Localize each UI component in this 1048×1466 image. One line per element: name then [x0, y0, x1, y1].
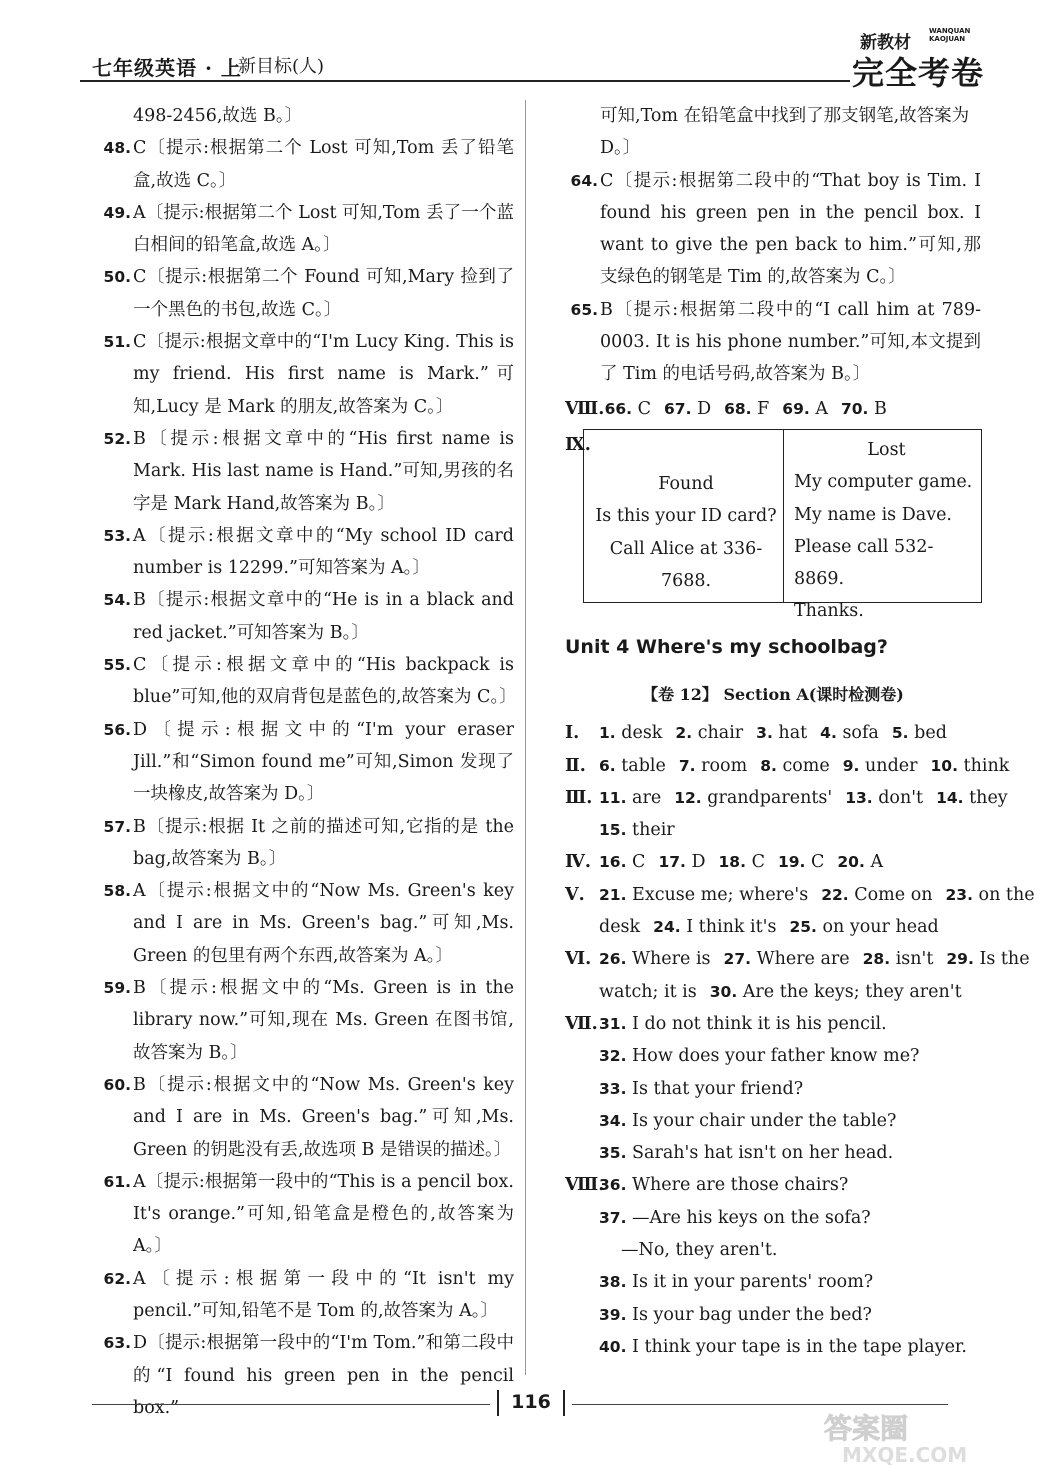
item-answer: on the [978, 884, 1035, 905]
answer-pair [710, 982, 962, 1002]
brand-logo: 完全考卷 [852, 54, 985, 92]
item-answer: bed [914, 723, 947, 744]
item-answer: Where is [632, 949, 711, 970]
item-number: 12. [674, 788, 702, 807]
right-column [565, 100, 1035, 1363]
item-text: B〔提示:根据文中的“Now Ms. Green's key and I are in Ms. Green's bag.”可知,Ms. Green 的钥匙没有丢,故选项 B 是错误的描述。〕 [133, 1074, 514, 1160]
item-number: 48. [103, 139, 131, 158]
answer-item [98, 875, 514, 972]
page-number: 116 [511, 1391, 551, 1413]
answer-item [98, 714, 514, 811]
item-number: 52. [103, 429, 131, 448]
item-number: 7. [678, 756, 696, 775]
item-number: 10. [930, 756, 958, 775]
answer-pair [599, 1143, 893, 1163]
answer-pair [599, 1272, 873, 1292]
answer-item [98, 649, 517, 714]
answer-row [565, 750, 1010, 782]
item-text: A〔提示:根据第一段中的“This is a pencil box. It's orange.”可知,铅笔盒是橙色的,故答案为 A。〕 [133, 1171, 514, 1257]
answer-row [565, 1169, 981, 1201]
item-answer: A [870, 852, 884, 873]
item-number: 57. [103, 817, 131, 836]
answer-pair [599, 1305, 872, 1325]
answer-row [565, 717, 981, 749]
answer-row [565, 814, 981, 846]
left-column [98, 100, 517, 1424]
item-answer: room [701, 755, 748, 776]
answer-row [565, 976, 981, 1008]
answer-pair [599, 1175, 848, 1195]
answer-pair [599, 723, 662, 743]
item-answer: B [874, 398, 887, 419]
answer-pair [837, 852, 883, 872]
footer-bar-right [563, 1390, 565, 1416]
answer-row [565, 1008, 981, 1040]
item-answer: C [637, 398, 652, 419]
item-text: C〔提示:根据第二段中的“That boy is Tim. I found his green pen in the pencil box. I want to give the pen back to him.”可知,那支绿色的钢笔是 Tim 的,故答案为 C。〕 [600, 170, 981, 288]
answer-pair [653, 917, 776, 937]
answer-pair [782, 399, 828, 419]
answer-pair [599, 1079, 803, 1099]
item-number: 21. [599, 885, 627, 904]
item-answer: A [815, 398, 828, 419]
item-text: A〔提示:根据文章中的“My school ID card number is 12299.”可知答案为 A。〕 [133, 525, 514, 579]
answer-pair [931, 756, 1010, 776]
item-answer: Are the keys; they aren't [742, 981, 962, 1002]
answer-row [565, 943, 1030, 975]
item-answer: I think your tape is in the tape player. [632, 1336, 967, 1357]
item-number: 11. [599, 788, 627, 807]
unit-answer-sections [565, 717, 1035, 1363]
column-divider [525, 100, 526, 1375]
item-answer: hat [778, 723, 808, 744]
item-answer: under [865, 755, 918, 776]
item-number: 31. [599, 1014, 627, 1033]
answer-pair [821, 885, 932, 905]
item-number: 35. [599, 1144, 627, 1163]
item-number: 70. [840, 399, 869, 418]
answer-pair [841, 399, 887, 419]
item-text: B〔提示:根据 It 之前的描述可知,它指的是 the bag,故答案为 B。〕 [133, 816, 514, 869]
section-label: Ⅳ. [565, 852, 591, 873]
answer-pair [843, 756, 918, 776]
item-number: 16. [599, 853, 627, 872]
item-answer: Sarah's hat isn't on her head. [632, 1143, 894, 1164]
answer-row [565, 846, 981, 878]
item-number: 55. [103, 656, 131, 675]
answer-item [565, 294, 981, 391]
item-number: 15. [599, 821, 627, 840]
answer-item [98, 584, 514, 649]
unit-title: Unit 4 Where's my schoolbag? [565, 635, 888, 658]
item-text: C〔提示:根据第二个 Lost 可知,Tom 丢了铅笔盒,故选 C。〕 [133, 138, 514, 191]
section-label: Ⅷ. [565, 398, 605, 419]
answer-item [98, 261, 514, 326]
lost-line: Thanks. [794, 601, 864, 622]
item-number: 29. [946, 950, 974, 969]
section-label: Ⅶ. [565, 1013, 598, 1034]
item-answer: don't [878, 787, 924, 808]
answer-pair [679, 756, 747, 776]
answer-row [565, 911, 981, 943]
found-notice [591, 468, 781, 597]
item-number: 26. [599, 950, 627, 969]
answer-pair [946, 885, 1035, 905]
brand-tagline: 新教材 [860, 33, 911, 53]
section-9 [565, 429, 981, 622]
item-answer: F [757, 398, 770, 419]
item-number: 34. [599, 1111, 627, 1130]
section-title: 【卷 12】 Section A(课时检测卷) [642, 684, 904, 704]
answer-pair [724, 949, 850, 969]
section-label: Ⅱ. [565, 755, 586, 776]
answer-pair [599, 1208, 871, 1228]
book-subtitle: 新目标(人) [238, 56, 325, 77]
item-answer: on your head [822, 917, 939, 938]
item-answer: chair [697, 723, 744, 744]
answer-pair [599, 885, 808, 905]
answer-pair [756, 723, 807, 743]
item-number: 59. [103, 979, 131, 998]
item-number: 3. [756, 724, 773, 743]
item-answer: Where are [756, 949, 850, 970]
answer-row [565, 1073, 981, 1105]
answer-pair [599, 852, 645, 872]
watermark-url: MXQE.COM [842, 1443, 968, 1466]
item-number: 60. [103, 1075, 131, 1094]
answer-pair [599, 1111, 896, 1131]
item-answer: C [751, 852, 765, 873]
item-text: B〔提示:根据文章中的“He is in a black and red jacket.”可知答案为 B。〕 [133, 590, 514, 643]
answer-row [565, 879, 1035, 911]
answer-continuation: desk [599, 917, 641, 938]
item-answer: Where are those chairs? [632, 1175, 849, 1196]
answer-pair [778, 852, 824, 872]
answer-row [565, 1331, 981, 1363]
found-heading: Found [658, 473, 714, 494]
answer-pair [599, 1014, 887, 1034]
answer-pair [599, 820, 675, 840]
answer-pair [845, 788, 923, 808]
item-number: 14. [936, 788, 964, 807]
item-text: C〔提示:根据文章中的“I'm Lucy King. This is my friend. His first name is Mark.”可知,Lucy 是 Mark 的朋友,故答案为 C。〕 [133, 332, 514, 417]
item-answer: Excuse me; where's [632, 884, 809, 905]
answer-item [98, 132, 514, 197]
answer-pair [675, 723, 743, 743]
item-text: A〔提示:根据第二个 Lost 可知,Tom 丢了一个蓝白相间的铅笔盒,故选 A。〕 [133, 202, 514, 256]
item-answer: isn't [895, 949, 934, 970]
item-number: 39. [599, 1305, 627, 1324]
answer-pair [674, 788, 832, 808]
item-number: 33. [599, 1079, 627, 1098]
left-answer-list [98, 132, 517, 1424]
item-answer: are [632, 787, 662, 808]
item-text: B〔提示:根据文中的“Ms. Green is in the library now.”可知,现在 Ms. Green 在图书馆,故答案为 B。〕 [133, 978, 514, 1063]
answer-pair [760, 756, 830, 776]
item-number: 69. [782, 399, 810, 418]
found-line: Is this your ID card? [595, 506, 777, 527]
item-number: 9. [842, 756, 860, 775]
answer-pair [599, 949, 711, 969]
section-label: Ⅸ. [565, 434, 591, 455]
answer-pair [599, 1337, 967, 1357]
section-label: Ⅷ. [565, 1175, 605, 1196]
item-answer: think [963, 755, 1010, 776]
section-label: Ⅰ. [565, 723, 580, 744]
page-header [0, 0, 1000, 90]
item-number: 4. [820, 724, 837, 743]
brand-pinyin: WANQUAN KAOJUAN [929, 27, 971, 43]
notice-table [583, 429, 982, 622]
continued-answer: 498-2456,故选 B。〕 [133, 106, 303, 126]
item-number: 63. [103, 1334, 131, 1353]
item-number: 67. [664, 399, 692, 418]
item-number: 23. [945, 885, 973, 904]
item-answer: sofa [842, 723, 879, 744]
footer-rule-left [92, 1404, 490, 1405]
item-number: 28. [862, 950, 891, 969]
item-number: 2. [675, 724, 693, 743]
answer-pair [892, 723, 947, 743]
answer-row [565, 782, 1008, 814]
item-number: 27. [723, 950, 751, 969]
item-number: 40. [599, 1337, 627, 1356]
answer-pair [664, 399, 711, 419]
item-answer: D [691, 852, 706, 873]
answer-pair [936, 788, 1008, 808]
answer-item [98, 1069, 514, 1166]
item-number: 1. [599, 724, 616, 743]
item-number: 68. [724, 399, 752, 418]
answer-item [98, 972, 514, 1069]
item-number: 8. [760, 756, 777, 775]
answer-pair [599, 1046, 919, 1066]
footer-bar-left [497, 1390, 499, 1416]
item-text: C〔提示:根据第二个 Found 可知,Mary 捡到了一个黑色的书包,故选 C。〕 [133, 267, 514, 320]
item-answer: Is that your friend? [632, 1078, 804, 1099]
item-number: 20. [837, 853, 865, 872]
item-number: 61. [103, 1172, 131, 1191]
item-answer: table [621, 755, 666, 776]
item-answer: grandparents' [707, 787, 833, 808]
answer-pair [946, 949, 1029, 969]
item-number: 49. [103, 203, 131, 222]
item-answer: they [969, 787, 1008, 808]
section-label: Ⅲ. [565, 787, 593, 808]
answer-pair [820, 723, 879, 743]
item-number: 6. [599, 756, 616, 775]
item-answer: Is your bag under the bed? [632, 1304, 872, 1325]
answer-item [98, 423, 514, 520]
answer-pair [599, 788, 661, 808]
item-number: 24. [653, 918, 681, 937]
answer-continuation: —No, they aren't. [621, 1240, 778, 1261]
item-answer: C [632, 852, 646, 873]
item-answer: Come on [854, 884, 933, 905]
item-answer: How does your father know me? [632, 1046, 920, 1067]
lost-line: My name is Dave. [794, 504, 952, 525]
item-answer: come [782, 755, 830, 776]
answer-row [565, 1137, 981, 1169]
answer-item [98, 197, 514, 262]
item-number: 62. [103, 1269, 131, 1288]
answer-pair [599, 756, 666, 776]
answer-continuation: watch; it is [599, 981, 697, 1002]
answer-pair [658, 852, 705, 872]
answer-pair [789, 917, 938, 937]
item-answer: C [811, 852, 825, 873]
right-answer-list [565, 165, 981, 391]
watermark-text: 答案圈 [824, 1412, 909, 1445]
answer-item [565, 165, 981, 294]
item-number: 30. [709, 982, 738, 1001]
section-label: Ⅵ. [565, 949, 592, 970]
item-answer: —Are his keys on the sofa? [632, 1207, 871, 1228]
item-number: 58. [103, 882, 131, 901]
answer-row [565, 1202, 981, 1234]
item-text: A〔提示:根据第一段中的“It isn't my pencil.”可知,铅笔不是 Tom 的,故答案为 A。〕 [133, 1268, 514, 1321]
answer-item [98, 1263, 514, 1328]
item-answer: I do not think it is his pencil. [632, 1013, 887, 1034]
item-number: 37. [599, 1208, 627, 1227]
lost-line: My computer game. [794, 472, 973, 493]
answer-item [98, 326, 514, 423]
item-answer: Is the [979, 949, 1030, 970]
item-number: 17. [658, 853, 686, 872]
item-answer: D [697, 398, 712, 419]
answer-item [98, 1166, 514, 1263]
answer-item [98, 1327, 514, 1424]
item-number: 19. [777, 853, 806, 872]
item-number: 66. [604, 399, 633, 418]
item-number: 64. [570, 171, 598, 190]
item-text: B〔提示:根据文章中的“His first name is Mark. His last name is Hand.”可知,男孩的名字是 Mark Hand,故答案为 B。〕 [133, 428, 514, 514]
header-rule [80, 80, 850, 82]
item-number: 50. [103, 268, 131, 287]
answer-pair [724, 399, 769, 419]
item-number: 32. [599, 1047, 627, 1066]
item-number: 38. [599, 1273, 627, 1292]
item-text: B〔提示:根据第二段中的“I call him at 789-0003. It is his phone number.”可知,本文提到了 Tim 的电话号码,故答案为 B。〕 [600, 299, 981, 385]
section-8-answers [565, 393, 981, 425]
answer-item [98, 811, 514, 876]
lost-notice [794, 434, 979, 628]
item-answer: desk [621, 723, 663, 744]
item-number: 18. [718, 853, 746, 872]
section-label: Ⅴ. [565, 884, 585, 905]
answer-row [565, 1299, 981, 1331]
item-text: C〔提示:根据文章中的“His backpack is blue”可知,他的双肩背包是蓝色的,故答案为 C。〕 [133, 655, 517, 708]
continued-answer: 可知,Tom 在铅笔盒中找到了那支钢笔,故答案为 D。〕 [600, 106, 970, 159]
answer-row [565, 1266, 981, 1298]
item-number: 5. [891, 724, 909, 743]
item-number: 22. [821, 885, 849, 904]
item-text: A〔提示:根据文中的“Now Ms. Green's key and I are in Ms. Green's bag.”可知,Ms. Green 的包里有两个东西,故答案为 A。〕 [133, 881, 514, 966]
answer-pair [605, 399, 651, 419]
item-text: D〔提示:根据文中的“I'm your eraser Jill.”和“Simon found me”可知,Simon 发现了一块橡皮,故答案为 D。〕 [133, 719, 514, 805]
lost-heading: Lost [867, 439, 906, 460]
item-number: 53. [103, 526, 131, 545]
found-line: Call Alice at 336-7688. [609, 538, 763, 591]
item-number: 51. [103, 333, 131, 352]
item-answer: their [632, 820, 675, 841]
watermark-logo [820, 1408, 990, 1466]
item-answer: Is it in your parents' room? [632, 1272, 874, 1293]
answer-row [565, 1105, 981, 1137]
book-title: 七年级英语 · 上 [92, 56, 242, 80]
item-number: 56. [103, 720, 131, 739]
item-answer: I think it's [686, 917, 777, 938]
item-text: D〔提示:根据第一段中的“I'm Tom.”和第二段中的“I found his green pen in the pencil box.” [133, 1333, 514, 1418]
item-number: 65. [570, 300, 598, 319]
answer-pair [719, 852, 765, 872]
item-number: 13. [845, 788, 873, 807]
item-answer: Is your chair under the table? [632, 1110, 897, 1131]
item-number: 54. [103, 591, 131, 610]
answer-item [98, 520, 514, 585]
answer-row [565, 1040, 981, 1072]
answer-row [565, 1234, 981, 1266]
footer-rule-right [572, 1404, 948, 1405]
answer-pair [863, 949, 934, 969]
item-number: 36. [599, 1176, 627, 1195]
item-number: 25. [789, 918, 817, 937]
lost-line: Please call 532-8869. [794, 536, 934, 590]
